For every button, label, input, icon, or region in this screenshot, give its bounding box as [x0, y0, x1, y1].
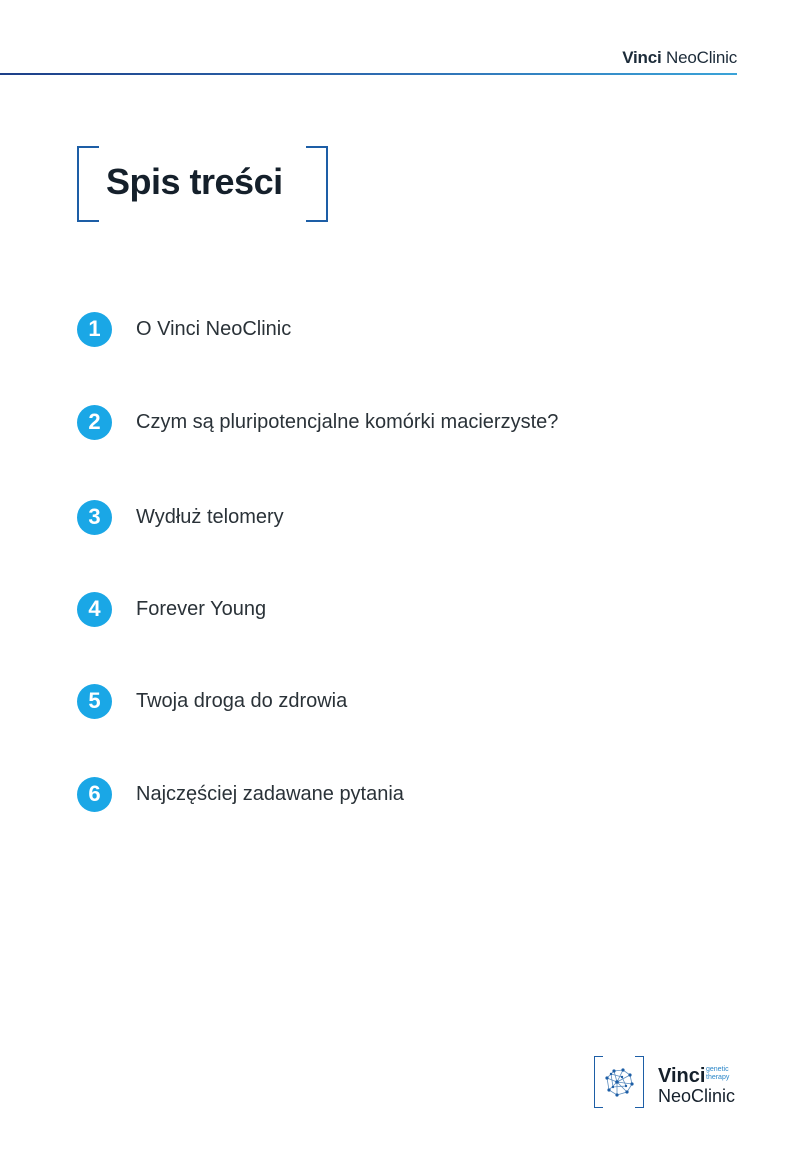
toc-number-badge: 4 [77, 592, 112, 627]
logo-tagline [706, 1066, 729, 1082]
toc-item-3[interactable] [77, 499, 284, 535]
footer-logo [594, 1056, 744, 1111]
toc-item-label: Twoja droga do zdrowia [136, 689, 348, 712]
logo-tagline-line2: therapy [706, 1074, 730, 1081]
title-box [77, 146, 328, 222]
toc-number-badge: 6 [77, 777, 112, 812]
toc-item-6[interactable] [77, 776, 404, 812]
header-brand-bold: Vinci [622, 48, 662, 67]
logo-right-bracket [635, 1056, 644, 1108]
toc-item-5[interactable] [77, 683, 347, 719]
brain-network-icon [602, 1064, 636, 1100]
toc-number-badge: 5 [77, 684, 112, 719]
header-brand [622, 48, 737, 68]
header-brand-light: NeoClinic [666, 48, 737, 67]
toc-number-badge: 3 [77, 500, 112, 535]
toc-number-badge: 2 [77, 405, 112, 440]
logo-vinci-text: Vinci [658, 1065, 706, 1087]
toc-number-badge: 1 [77, 312, 112, 347]
toc-item-4[interactable] [77, 591, 266, 627]
logo-tagline-line1: genetic [706, 1066, 729, 1073]
toc-item-label: Najczęściej zadawane pytania [136, 782, 404, 805]
page-title: Spis treści [106, 161, 283, 202]
toc-item-2[interactable] [77, 404, 558, 440]
toc-item-label: Forever Young [136, 597, 267, 620]
logo-neoclinic-text: NeoClinic [658, 1086, 736, 1106]
left-bracket [77, 146, 99, 222]
logo-frame [594, 1056, 644, 1109]
toc-item-1[interactable] [77, 311, 291, 347]
toc-item-label: O Vinci NeoClinic [136, 317, 292, 340]
right-bracket [306, 146, 328, 222]
toc-item-label: Wydłuż telomery [136, 505, 284, 528]
header-divider [0, 73, 737, 75]
toc-item-label: Czym są pluripotencjalne komórki macierzyste? [136, 410, 559, 433]
